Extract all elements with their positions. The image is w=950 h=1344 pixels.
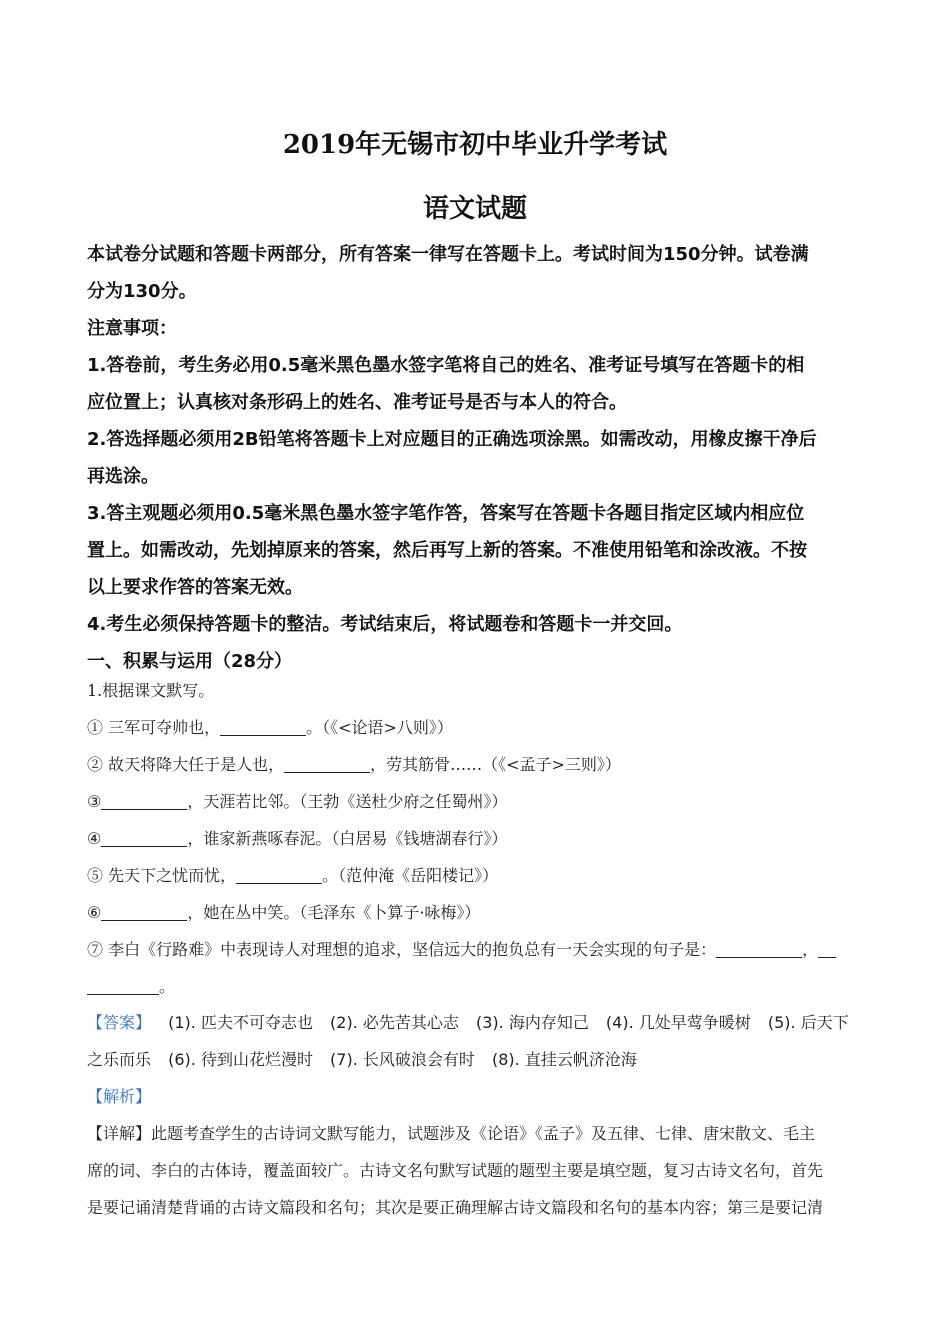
analysis-tag: 【解析】	[87, 1087, 152, 1106]
notice-item: 4.考生必须保持答题卡的整洁。考试结束后，将试题卷和答题卡一并交回。	[87, 614, 683, 635]
exam-instructions	[87, 236, 867, 680]
answer-line	[87, 1004, 867, 1041]
analysis-text: 此题考查学生的古诗词文默写能力，试题涉及《论语》《孟子》及五律、七律、唐宋散文、毛主	[151, 1124, 816, 1143]
item-prefix: ⑦ 李白《行路难》中表现诗人对理想的追求，坚信远大的抱负总有一天会实现的句子是：	[87, 940, 717, 959]
fill-blank	[220, 719, 306, 736]
answer-item: (5). 后天下	[767, 1013, 849, 1032]
fill-blank	[101, 793, 187, 810]
intro-line: 分为130分。	[87, 281, 197, 302]
analysis-line: 是要记诵清楚背诵的古诗文篇段和名句；其次是要正确理解古诗文篇段和名句的基本内容；第三是要记清	[87, 1198, 824, 1217]
exam-subtitle: 语文试题	[422, 194, 527, 224]
notice-item: 应位置上；认真核对条形码上的姓名、准考证号是否与本人的符合。	[87, 392, 627, 413]
item-suffix: 。（范仲淹《岳阳楼记》）	[322, 866, 499, 885]
section-heading: 一、积累与运用（28分）	[87, 651, 293, 672]
item-suffix: ，天涯若比邻。（王勃《送杜少府之任蜀州》）	[187, 792, 508, 811]
analysis-heading	[87, 1078, 867, 1115]
intro-line: 本试卷分试题和答题卡两部分，所有答案一律写在答题卡上。考试时间为150分钟。试卷满	[87, 244, 809, 265]
item-prefix: ① 三军可夺帅也，	[87, 718, 221, 737]
item-prefix: ⑥	[87, 903, 102, 922]
answer-block	[87, 1004, 867, 1226]
notice-heading: 注意事项：	[87, 318, 177, 339]
recitation-item	[87, 820, 867, 857]
recitation-item	[87, 709, 867, 746]
answer-item: (8). 直挂云帆济沧海	[491, 1050, 637, 1069]
answer-line	[87, 1041, 867, 1078]
analysis-line	[87, 1115, 867, 1152]
question-1	[87, 672, 867, 1005]
answer-item: 之乐而乐	[87, 1050, 152, 1069]
exam-title: 2019年无锡市初中毕业升学考试	[282, 130, 668, 160]
notice-item: 以上要求作答的答案无效。	[87, 577, 303, 598]
fill-blank	[236, 867, 322, 884]
item-prefix: ④	[87, 829, 102, 848]
answer-item: (2). 必先苦其心志	[330, 1013, 459, 1032]
notice-item: 1.答卷前，考生务必用0.5毫米黑色墨水签字笔将自己的姓名、准考证号填写在答题卡的相	[87, 355, 805, 376]
fill-blank	[716, 941, 802, 958]
answer-item: (4). 几处早莺争暖树	[605, 1013, 751, 1032]
fill-blank	[284, 756, 370, 773]
answer-item: (1). 匹夫不可夺志也	[168, 1013, 313, 1032]
item-suffix: 。	[159, 977, 176, 996]
fill-blank	[101, 830, 187, 847]
recitation-item	[87, 931, 867, 968]
recitation-item-continued	[87, 968, 867, 1005]
answer-tag: 【答案】	[87, 1013, 152, 1032]
fill-blank	[818, 941, 836, 958]
question-stem: 1.根据课文默写。	[87, 681, 215, 700]
answer-item: (7). 长风破浪会有时	[330, 1050, 475, 1069]
item-prefix: ② 故天将降大任于是人也，	[87, 755, 285, 774]
recitation-item	[87, 857, 867, 894]
notice-item: 再选涂。	[87, 466, 159, 487]
item-suffix: 。（《<论语>八则》）	[306, 718, 453, 737]
recitation-item	[87, 783, 867, 820]
item-suffix: ，她在丛中笑。（毛泽东《卜算子·咏梅》）	[187, 903, 481, 922]
fill-blank	[87, 978, 159, 995]
item-separator: ，	[802, 940, 819, 959]
recitation-item	[87, 746, 867, 783]
item-prefix: ⑤ 先天下之忧而忧，	[87, 866, 237, 885]
notice-item: 3.答主观题必须用0.5毫米黑色墨水签字笔作答，答案写在答题卡各题目指定区域内相应位	[87, 503, 805, 524]
item-suffix: ，谁家新燕啄春泥。（白居易《钱塘湖春行》）	[187, 829, 508, 848]
item-prefix: ③	[87, 792, 102, 811]
item-suffix: ，劳其筋骨……（《<孟子>三则》）	[370, 755, 621, 774]
answer-item: (6). 待到山花烂漫时	[168, 1050, 313, 1069]
fill-blank	[101, 904, 187, 921]
analysis-line: 席的词、李白的古体诗，覆盖面较广。古诗文名句默写试题的题型主要是填空题，复习古诗文名句，首先	[87, 1161, 824, 1180]
answer-item: (3). 海内存知己	[475, 1013, 589, 1032]
detail-tag: 【详解】	[87, 1124, 152, 1143]
recitation-item	[87, 894, 867, 931]
notice-item: 置上。如需改动，先划掉原来的答案，然后再写上新的答案。不准使用铅笔和涂改液。不按	[87, 540, 807, 561]
notice-item: 2.答选择题必须用2B铅笔将答题卡上对应题目的正确选项涂黑。如需改动，用橡皮擦干净后	[87, 429, 817, 450]
